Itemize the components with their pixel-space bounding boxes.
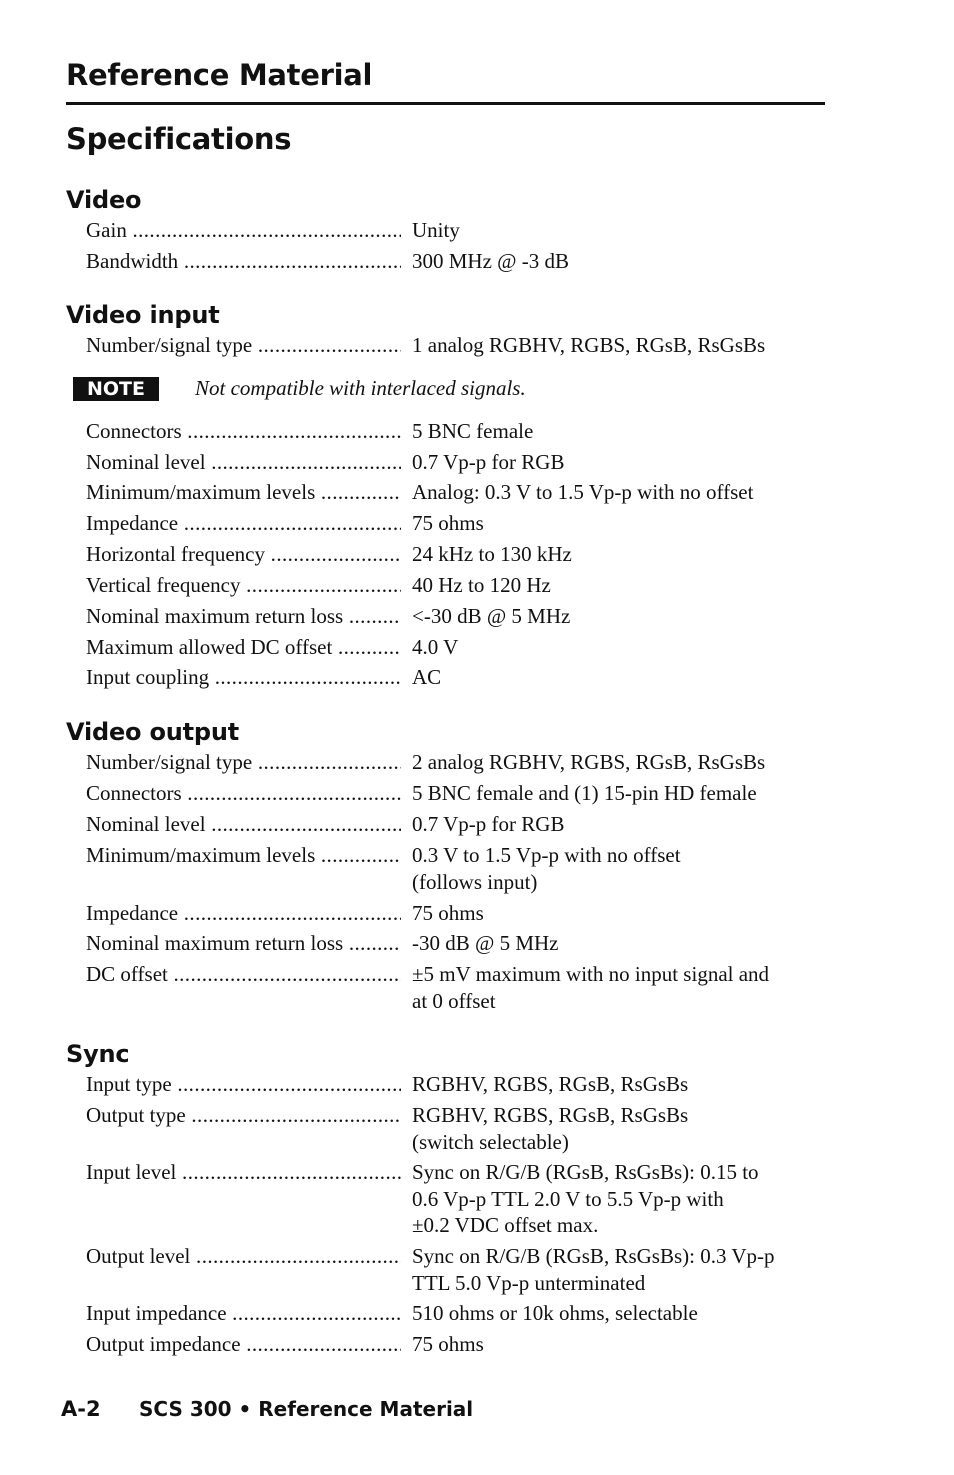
spec-value: 510 ohms or 10k ohms, selectable [412,1301,698,1325]
spec-value-line: (switch selectable) [412,1129,569,1154]
spec-value-line: (follows input) [412,869,538,894]
spec-label: Gain ..... [86,217,401,243]
spec-label: Output impedance ..... [86,1331,401,1357]
spec-value [412,961,832,1014]
note-text: Not compatible with interlaced signals. [195,376,526,400]
spec-value: 75 ohms [412,901,484,925]
spec-value [412,1159,832,1239]
spec-value: RGBHV, RGBS, RGsB, RsGsBs [412,1072,689,1096]
spec-value: 0.7 Vp-p for RGB [412,450,565,474]
spec-value: 300 MHz @ -3 dB [412,249,569,273]
spec-label: Number/signal type ..... [86,749,401,775]
footer-page-number: A-2 [61,1397,101,1421]
spec-label: Input coupling ..... [86,664,401,690]
spec-label: Connectors ..... [86,418,401,444]
section-heading: Sync [66,1040,130,1068]
spec-value: 2 analog RGBHV, RGBS, RGsB, RsGsBs [412,750,766,774]
spec-label: Bandwidth ..... [86,248,401,274]
spec-value: AC [412,665,442,689]
spec-value-line: ±0.2 VDC offset max. [412,1213,599,1237]
spec-value-line: TTL 5.0 Vp-p unterminated [412,1270,646,1295]
spec-value [412,842,832,895]
spec-value [412,1243,832,1296]
spec-label: Horizontal frequency ..... [86,541,401,567]
note-badge: NOTE [73,377,159,401]
spec-value: 5 BNC female [412,419,534,443]
spec-label: Vertical frequency ..... [86,572,401,598]
spec-value-line: 0.3 V to 1.5 Vp-p with no offset [412,843,681,867]
section-heading: Video [66,186,142,214]
spec-value-line: Sync on R/G/B (RGsB, RsGsBs): 0.3 Vp-p [412,1244,775,1268]
page-title: Specifications [66,122,292,156]
spec-value: Unity [412,218,460,242]
spec-label: Nominal maximum return loss ..... [86,603,401,629]
spec-label: Nominal maximum return loss ..... [86,930,401,956]
spec-label: Input level ..... [86,1159,401,1185]
spec-value: 4.0 V [412,635,459,659]
spec-label: DC offset ..... [86,961,401,987]
spec-value-line: 0.6 Vp-p TTL 2.0 V to 5.5 Vp-p with [412,1186,724,1211]
header-rule [66,102,825,105]
spec-label: Nominal level ..... [86,449,401,475]
spec-label: Impedance ..... [86,510,401,536]
spec-value: 24 kHz to 130 kHz [412,542,572,566]
spec-label: Minimum/maximum levels ..... [86,842,401,868]
spec-value: Analog: 0.3 V to 1.5 Vp-p with no offset [412,480,754,504]
spec-value: 75 ohms [412,511,484,535]
spec-value-line: Sync on R/G/B (RGsB, RsGsBs): 0.15 to [412,1160,759,1184]
spec-label: Output level ..... [86,1243,401,1269]
spec-label: Output type ..... [86,1102,401,1128]
spec-value: <-30 dB @ 5 MHz [412,604,571,628]
spec-label: Maximum allowed DC offset ..... [86,634,401,660]
spec-value-line: RGBHV, RGBS, RGsB, RsGsBs [412,1103,689,1127]
spec-value: 5 BNC female and (1) 15-pin HD female [412,781,757,805]
spec-value-line: at 0 offset [412,988,496,1013]
spec-value-line: ±5 mV maximum with no input signal and [412,962,770,986]
section-heading: Video input [66,301,220,329]
section-heading: Video output [66,718,240,746]
spec-label: Minimum/maximum levels ..... [86,479,401,505]
spec-value: 75 ohms [412,1332,484,1356]
footer-title: SCS 300 • Reference Material [139,1397,474,1421]
spec-label: Impedance ..... [86,900,401,926]
spec-label: Input impedance ..... [86,1300,401,1326]
spec-label: Connectors ..... [86,780,401,806]
spec-value: 1 analog RGBHV, RGBS, RGsB, RsGsBs [412,333,766,357]
header-title: Reference Material [66,58,373,92]
note-callout [0,374,954,404]
spec-value: 40 Hz to 120 Hz [412,573,551,597]
spec-value [412,1102,832,1155]
spec-value: -30 dB @ 5 MHz [412,931,559,955]
spec-label: Nominal level ..... [86,811,401,837]
spec-label: Number/signal type ..... [86,332,401,358]
spec-label: Input type ..... [86,1071,401,1097]
spec-value: 0.7 Vp-p for RGB [412,812,565,836]
